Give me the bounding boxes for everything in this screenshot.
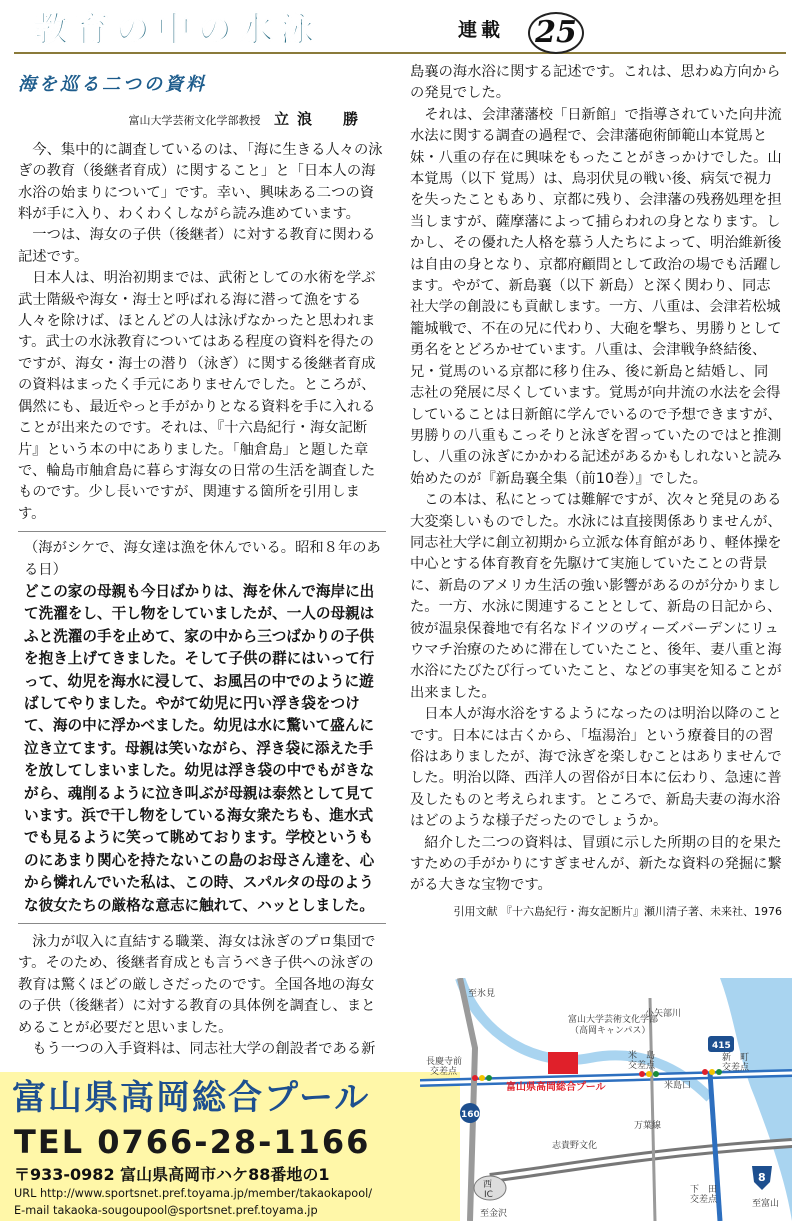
pool-telephone: TEL 0766-28-1166 (14, 1123, 371, 1161)
river (720, 978, 792, 1221)
paragraph: 日本人は、明治初期までは、武術としての水術を学ぶ武士階級や海女・海士と呼ばれる海に潜って漁をする人々を除けば、ほとんどの人は泳げなかったと思われます。武士の水泳教育についてはある程度の資料を得たのですが、海女・海士の潜り（泳ぎ）に関する後継者育成の資料はまったく手元にありませんでした。ところが、偶然にも、最近やっと手がかりとなる資料を手に入れることが出来たのです。それは、『十六島紀行・海女記断片』という本の中にありました。「舳倉島」と題した章で、輪島市舳倉島に暮らす海女の日常の生活を調査したものです。少し長いですが、関連する箇所を引用します。 (18, 270, 376, 522)
pool-email-link[interactable]: E-mail takaoka-sougoupool@sportsnet.pref.toyama.jp (14, 1204, 318, 1217)
route-160-road (460, 978, 475, 1221)
map-label-campus-sub: （高岡キャンパス） (570, 1026, 651, 1036)
paragraph: この本は、私にとっては難解ですが、次々と発見のある大変楽しいものでした。水泳には直接関係ありませんが、同志社大学に創立初期から立派な体育館があり、軽体操を中心とする体育教育を先駆けて実施していたことの背景に、新島のアメリカ生活の強い影響があるのが分かりました。一方、水泳に関連することとして、新島の日記から、彼が温泉保養地で有名なドイツのヴィーズバーデンにリュウマチ治療のために滞在していたこと、後年、妻八重と海水浴にたびたび行っていたこと、などの事実を知ることが出来ました。 (410, 492, 782, 701)
map-label-himi: 至氷見 (468, 989, 496, 999)
map-label-koyabe: 小矢部川 (645, 1009, 682, 1019)
quotation-block (18, 531, 386, 924)
map-label-pool: 富山県高岡総合プール (506, 1082, 606, 1093)
paragraph: 泳力が収入に直結する職業、海女は泳ぎのプロ集団です。そのため、後継者育成とも言うべき子供への泳ぎの教育は驚くほどの厳しさだったのです。全国各地の海女の子供（後継者）に対する教育の具体例を調査し、まとめることが必要だと思いました。 (18, 934, 376, 1036)
paragraph: 一つは、海女の子供（後継者）に対する教育に関わる記述です。 (18, 227, 376, 265)
map-label-shimoda: 下 田 (690, 1185, 718, 1195)
pool-marker (548, 1052, 578, 1074)
map-label-yoneshima: 米 島 (628, 1051, 656, 1061)
quote-body: どこの家の母親も今日ばかりは、海を休んで海岸に出て洗濯をし、干し物をしていましたが、一人の母親はふと洗濯の手を止めて、家の中から三つばかりの子供を抱き上げてきました。そして子供の群にはいって行って、幼児を海水に浸して、お風呂の中でのように遊ばしてやりました。やがて幼児に円い浮き袋をつけて、海の中に浮かべました。幼児は水に驚いて盛んに泣き立てます。母親は笑いながら、浮き袋に添えた手を放してしまいました。幼児は浮き袋の中でもがきながら、魂削るように泣き叫ぶが母親は泰然として見ています。浜で干し物をしている海女衆たちも、進水式でも見るように笑って眺めております。学校というものにあまり関心を持たないこの島のお母さん達を、心から憐れんでいた私は、この時、スパルタの母のような彼女たちの厳格な意志に触れて、ハッとしました。 (24, 582, 375, 914)
author-line (18, 109, 386, 131)
serial-label: 連載 (458, 19, 505, 41)
pool-info-banner (0, 1072, 460, 1221)
ic-label-2: IC (484, 1190, 493, 1200)
manyo-line (650, 998, 655, 1221)
paragraph: 紹介した二つの資料は、冒頭に示した所期の目的を果たすための手がかりにすぎませんが、新たな資料の発掘に繋がる大きな宝物です。 (410, 834, 782, 894)
map-label-toyama: 至富山 (752, 1199, 780, 1209)
pool-name: 富山県高岡総合プール (12, 1078, 371, 1118)
route-160-label: 160 (461, 1110, 480, 1120)
quote-heading: （海がシケで、海女達は漁を休んでいる。昭和８年のある日） (24, 540, 381, 578)
map-label-shimoda-sub: 交差点 (690, 1195, 718, 1205)
article-left-column (18, 66, 386, 1060)
serial-number: 25 (535, 15, 577, 50)
route-415-label: 415 (712, 1041, 731, 1051)
author-name: 立浪 勝 (273, 110, 366, 129)
paragraph: 今、集中的に調査しているのは、「海に生きる人々の泳ぎの教育（後継者育成）に関すること」と「日本人の海水浴の始まりについて」です。幸い、興味ある二つの資料が手に入り、わくわくしながら読み進めています。 (18, 141, 383, 223)
map-label-manyo: 万葉線 (634, 1121, 662, 1131)
paragraph: 島襄の海水浴に関する記述です。これは、思わぬ方向からの発見でした。 (410, 64, 781, 102)
route-8-label: 8 (758, 1171, 766, 1184)
map-label-shinmachi: 新 町 (722, 1053, 750, 1063)
pool-address: 〒933-0982 富山県高岡市ハケ88番地の1 (14, 1165, 330, 1184)
map-label-kanazawa: 至金沢 (480, 1209, 508, 1219)
map-label-shinmachi-sub: 交差点 (722, 1063, 750, 1073)
map-label-yoneshima-sub: 交差点 (628, 1061, 656, 1071)
reference-citation: 引用文献 『十六島紀行・海女記断片』瀬川清子著、未来社、1976 (453, 904, 782, 918)
pool-url-link[interactable]: URL http://www.sportsnet.pref.toyama.jp/member/takaokapool/ (14, 1187, 373, 1200)
serial-number-badge (528, 12, 584, 54)
article-title: 海を巡る二つの資料 (18, 74, 207, 95)
map-label-nagakeyuji: 長慶寺前 (426, 1057, 463, 1067)
article-right-column (410, 62, 782, 922)
paragraph: もう一つの入手資料は、同志社大学の創設者である新 (32, 1041, 376, 1058)
author-affiliation: 富山大学芸術文化学部教授 (128, 114, 261, 128)
map-label-nagakeyuji-sub: 交差点 (430, 1067, 458, 1077)
paragraph: 日本人が海水浴をするようになったのは明治以降のことです。日本には古くから、「塩湯治」という療養目的の習俗はありましたが、海で泳ぎを楽しむことはありませんでした。明治以降、西洋人の習俗が日本に伝わり、急速に普及したものと考えられます。ところで、新島夫妻の海水浴はどのような様子だったのでしょうか。 (410, 706, 782, 830)
page-header (14, 8, 786, 54)
map-label-yoneshima-kuchi: 米島口 (664, 1081, 692, 1091)
ic-label-1: 西 (483, 1180, 493, 1190)
paragraph: それは、会津藩藩校「日新館」で指導されていた向井流水法に関する調査の過程で、会津藩砲術師範山本覚馬と妹・八重の存在に興味をもったことがきっかけでした。山本覚馬（以下 覚馬）は、鳥羽伏見の戦い後、病気で視力を失ったこともあり、京都に残り、会津藩の残務処理を担当しますが、薩摩藩によって捕らわれの身となります。しかし、その優れた人格を慕う人たちによって、明治維新後は自由の身となり、京都府顧問として政治の場でも活躍します。やがて、新島襄（以下 新島）と深く関わり、同志社大学の創設にも貢献します。一方、八重は、会津若松城籠城戦で、不在の兄に代わり、大砲を撃ち、男勝りとして勇名をとどろかせています。八重は、会津戦争終結後、兄・覚馬のいる京都に移り住み、後に新島と結婚し、同志社の発展に尽くしています。覚馬が向井流の水法を会得していることは日新館に学んでいるので予想できますが、男勝りの八重もこっそりと泳ぎを習っていたのではと推測し、八重の泳ぎにかかわる記述があるかもしれないと読み始めたのが『新島襄全集（前10巻）』でした。 (410, 106, 782, 487)
map-label-campus: 富山大学芸術文化学部 (568, 1015, 659, 1025)
series-title: 教育の中の水泳 (34, 10, 321, 50)
map-label-shiga: 志貴野文化 (552, 1141, 598, 1151)
location-map (420, 978, 792, 1221)
